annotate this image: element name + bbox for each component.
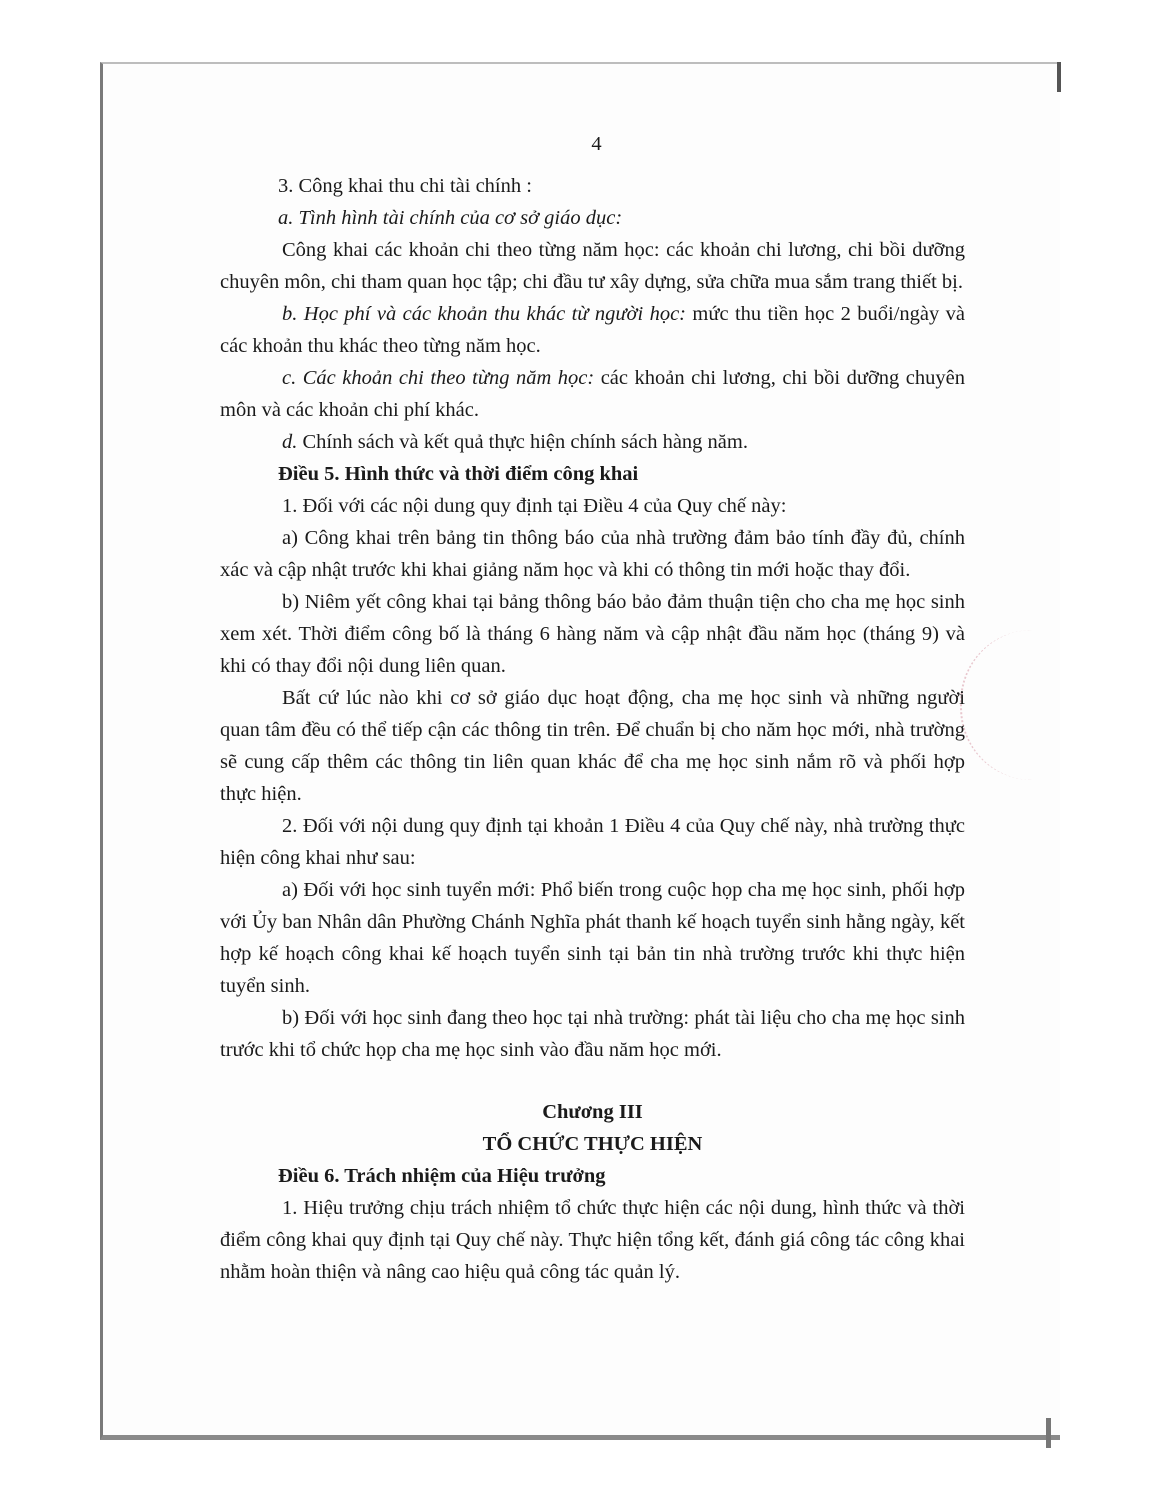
- subsection-title: a. Tình hình tài chính của cơ sở giáo dục:: [278, 207, 623, 229]
- page-number: 4: [591, 133, 602, 155]
- paragraph: [220, 362, 965, 426]
- article-title: Điều 6. Trách nhiệm của Hiệu trưởng: [278, 1165, 606, 1187]
- chapter-title: TỔ CHỨC THỰC HIỆN: [482, 1133, 703, 1155]
- paragraph: b) Niêm yết công khai tại bảng thông báo bảo đảm thuận tiện cho cha mẹ học sinh xem xét. Thời điểm công bố là tháng 6 hàng năm và cập nhật đầu năm học (tháng 9) và khi có thay đổi nội dung liên quan.: [220, 591, 965, 677]
- spacer: [220, 1066, 965, 1096]
- paragraph-lead: b. Học phí và các khoản thu khác từ người học:: [282, 303, 687, 325]
- paragraph-lead: d.: [282, 431, 298, 453]
- chapter-label: Chương III: [542, 1101, 643, 1123]
- paragraph: a) Công khai trên bảng tin thông báo của nhà trường đảm bảo tính đầy đủ, chính xác và cập nhật trước khi khai giảng năm học và khi có thông tin mới hoặc thay đổi.: [220, 527, 965, 581]
- paragraph: Công khai các khoản chi theo từng năm học: các khoản chi lương, chi bồi dưỡng chuyên môn, chi tham quan học tập; chi đầu tư xây dựng, sửa chữa mua sắm trang thiết bị.: [220, 239, 965, 293]
- paragraph: 1. Đối với các nội dung quy định tại Điều 4 của Quy chế này:: [282, 495, 787, 517]
- article-title: Điều 5. Hình thức và thời điểm công khai: [278, 463, 639, 485]
- paragraph: 2. Đối với nội dung quy định tại khoản 1 Điều 4 của Quy chế này, nhà trường thực hiện công khai như sau:: [220, 815, 965, 869]
- document-body: [220, 128, 965, 1288]
- paragraph: [220, 426, 965, 458]
- page-edge-mark: [1057, 62, 1061, 92]
- paragraph: Bất cứ lúc nào khi cơ sở giáo dục hoạt động, cha mẹ học sinh và những người quan tâm đều có thể tiếp cận các thông tin trên. Để chuẩn bị cho năm học mới, nhà trường sẽ cung cấp thêm các thông tin liên quan khác để cha mẹ học sinh nắm rõ và phối hợp thực hiện.: [220, 687, 965, 805]
- paragraph: 1. Hiệu trưởng chịu trách nhiệm tổ chức thực hiện các nội dung, hình thức và thời điểm công khai quy định tại Quy chế này. Thực hiện tổng kết, đánh giá công tác công khai nhằm hoàn thiện và nâng cao hiệu quả công tác quản lý.: [220, 1197, 965, 1283]
- paragraph-text: mức thu tiền học 2 buổi/ngày và các khoản thu khác theo từng năm học.: [220, 303, 966, 357]
- paragraph-lead: c. Các khoản chi theo từng năm học:: [282, 367, 595, 389]
- section-title: 3. Công khai thu chi tài chính :: [278, 175, 532, 197]
- page-edge-mark: [1046, 1418, 1051, 1448]
- paragraph: a) Đối với học sinh tuyển mới: Phổ biến trong cuộc họp cha mẹ học sinh, phối hợp với Ủy ban Nhân dân Phường Chánh Nghĩa phát thanh kế hoạch tuyển sinh hằng ngày, kết hợp kế hoạch công khai kế hoạch tuyển sinh tại bản tin nhà trường trước khi thực hiện tuyển sinh.: [220, 879, 965, 997]
- paragraph: b) Đối với học sinh đang theo học tại nhà trường: phát tài liệu cho cha mẹ học sinh trước khi tổ chức họp cha mẹ học sinh vào đầu năm học mới.: [220, 1007, 965, 1061]
- paragraph-text: các khoản chi lương, chi bồi dưỡng chuyên môn và các khoản chi phí khác.: [220, 367, 965, 421]
- paragraph-text: Chính sách và kết quả thực hiện chính sách hàng năm.: [297, 431, 748, 453]
- paragraph: [220, 298, 965, 362]
